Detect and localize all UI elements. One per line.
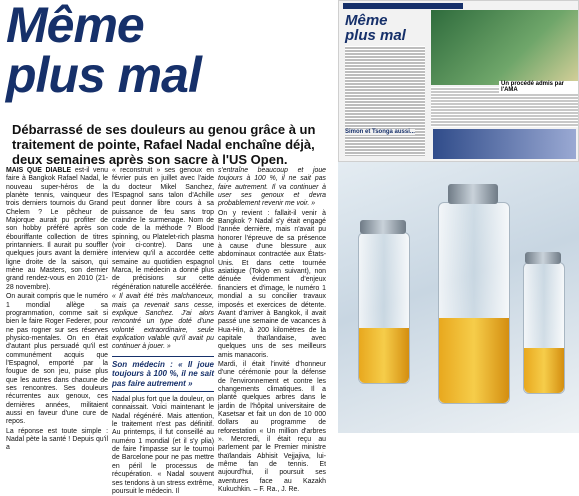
- paragraph: La réponse est toute simple : Nadal pète la santé ! Depuis qu'il a: [6, 427, 108, 452]
- test-tube: [438, 202, 510, 404]
- tube-cap: [448, 184, 498, 204]
- page-thumbnail: [338, 0, 579, 162]
- paragraph: [6, 167, 108, 292]
- quote-paragraph: s'entraîne beaucoup et joue toujours à 100 %, il ne sait pas faire autrement. Il va continuer à user ses genoux et devra probablement revenir me voir. »: [218, 167, 326, 208]
- paragraph: Mardi, il était l'invité d'honneur d'une cérémonie pour la défense de l'environnement et contre les changements climatiques. Il a planté quelques arbres dans le jardin de l'hôpital universitaire de Kasetsar et fait un don de 10 000 dollars au programme de reforestation « Un million d'arbres ». Mercredi, il était reçu au parlement par le Premier ministre thaïlandais Abhisit Vejjajiva, lui-même fan de tennis. Et aujourd'hui, il poursuit ses aventures face au Kazakh Kukuchkin. – F. Ra., J. Re.: [218, 360, 326, 494]
- paragraph: Nadal plus fort que la douleur, on connaissait. Voici maintenant le Nadal régénéré. Mais attention, le traitement n'est pas définitif. Au printemps, il fut conseillé au numéro 1 mondial (et il s'y plia) de faire l'impasse sur le tournoi de Barcelone pour ne pas mettre en péril le processus de récupération. « Nadal souvent ses tendons à un stress extrême, poursuit le médecin. Il: [112, 396, 214, 495]
- thumbnail-text-block: [345, 46, 425, 156]
- tube-cap: [525, 252, 561, 264]
- paragraph: On aurait compris que le numéro 1 mondial allège sa programmation, comme sait si bien le faire Roger Federer, pour ne pas rogner sur ses réserves physico-mentales. On en était d'autant plus persuadé qu'il est communément acquis que l'Espagnol, emporté par la fougue de son jeu, puise plus que les autres dans chacune de ses rencontres. Ses douleurs récurrentes aux genoux, ces dernières années, militaient aussi en faveur d'une cure de repos.: [6, 293, 108, 426]
- thumbnail-title-line-1: Même: [345, 12, 388, 29]
- headline-line-1: Même: [6, 0, 144, 53]
- thumbnail-caption: Un procédé admis par l'AMA: [499, 81, 578, 93]
- thumbnail-header-bar: [343, 3, 463, 9]
- platelet-tubes-photo: [338, 162, 579, 433]
- article-column-2: [112, 167, 214, 495]
- thumbnail-caption: Simon et Tsonga aussi...: [345, 129, 415, 135]
- test-tube: [358, 232, 410, 384]
- headline: [6, 0, 336, 103]
- paragraph: « reconstruit » ses genoux en février puis en juillet avec l'aide du docteur Mikel Sanchez, l'Espagnol sans talon d'Achille peut donner libre cours à sa puissance de feu sans trop craindre le surmenage. Nom de code de la méthode ? Blood spinning, ou Platelet-rich plasma (voir ci-contre). Dans une interview qu'il a accordée cette semaine au quotidien espagnol Marca, le médecin a donné plus de précisions sur cette régénération naturelle accélérée.: [112, 167, 214, 291]
- pull-quote: Son médecin : « Il joue toujours à 100 %, il ne sait pas faire autrement »: [112, 356, 214, 393]
- quote-paragraph: « Il avait été très malchanceux, mais ça revenait sans cesse, explique Sanchez. J'ai alors rencontré un type doté d'une volonté extraordinaire, seule explication valable qu'il avait pu continuer à jouer. »: [112, 293, 214, 351]
- lead-in: MAIS QUE DIABLE: [6, 167, 72, 174]
- tube-fluid: [439, 318, 509, 403]
- test-tube: [523, 262, 565, 394]
- thumbnail-title-line-2: plus mal: [345, 27, 406, 44]
- article-column-3: [218, 167, 326, 494]
- thumbnail-sidebar-text: [431, 87, 578, 127]
- tube-fluid: [524, 348, 564, 393]
- paragraph: On y revient : fallait-il venir à Bangkok ? Nadal s'y était engagé l'année dernière, mais n'avait pu honorer l'épreuve de sa présence à cause d'une blessure aux abdominaux contractée aux États-Unis. Et dans cette tournée asiatique (Tokyo en suivant), non dénuée évidemment d'enjeux financiers et d'image, le numéro 1 mondial a su concilier travaux imposés et exercices de détente. Avant d'arriver à Bangkok, il avait passé une semaine de vacances à Hua-Hin, à 200 kilomètres de la capitale thaïlandaise, avec quelques uns de ses meilleurs amis manacoris.: [218, 209, 326, 359]
- article-column-1: [6, 167, 108, 452]
- thumbnail-title: [345, 13, 406, 43]
- article-deck: Débarrassé de ses douleurs au genou grâce à un traitement de pointe, Rafael Nadal enchaîne déjà, deux semaines après son sacre à l'US Open.: [12, 122, 316, 167]
- thumbnail-photo: [433, 129, 576, 159]
- paragraph-text: est-il venu faire à Bangkok Rafael Nadal, le nouveau super-héros de la planète tennis, vainqueur des trois derniers tournois du Grand Chelem ? Le pêcheur de Majorque aurait pu profiter de son hobby préféré après son ébouriffante collection de titres printanniers. Il aurait pu souffler quelques jours avant la dernière ligne droite de la saison, qui mène au Masters, son dernier grand rendez-vous en 2010 (21-28 novembre).: [6, 167, 108, 291]
- thumbnail-tennis-photo: [431, 10, 578, 85]
- tube-cap: [360, 220, 406, 234]
- headline-line-2: plus mal: [6, 47, 201, 103]
- tube-fluid: [359, 328, 409, 383]
